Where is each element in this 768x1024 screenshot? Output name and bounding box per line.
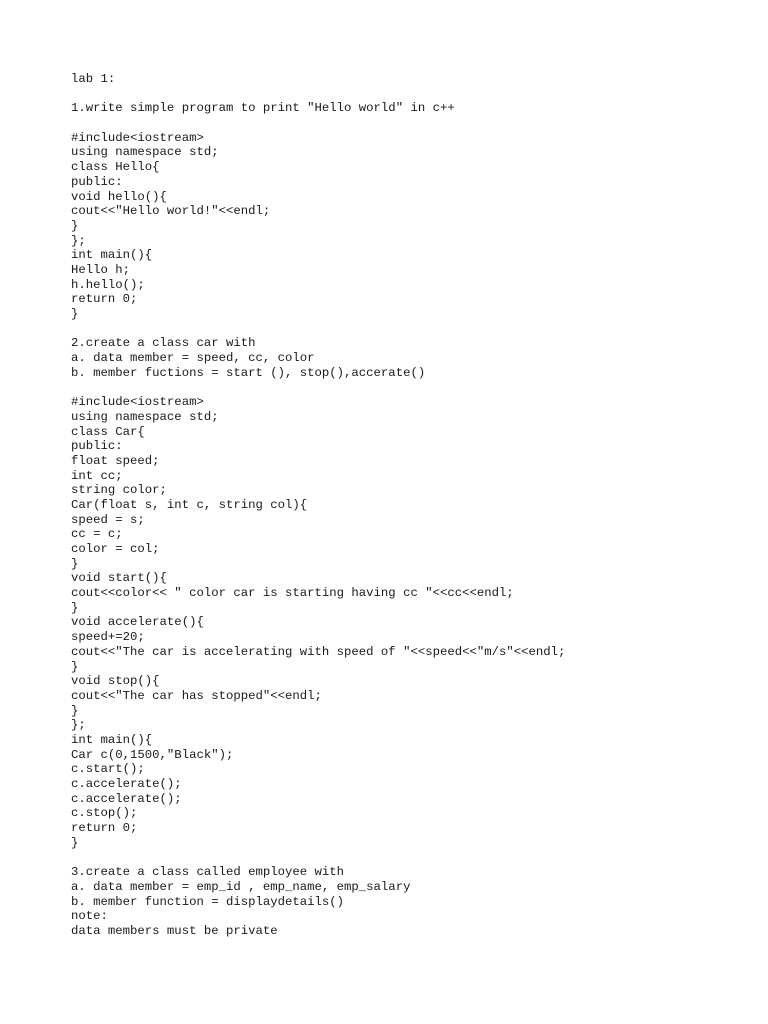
text-line: } <box>71 218 79 233</box>
text-line: } <box>71 703 79 718</box>
text-line: color = col; <box>71 542 160 556</box>
text-line: } <box>71 307 79 321</box>
text-line: a. data member = speed, cc, color <box>71 351 315 366</box>
text-line: void stop(){ <box>71 674 160 689</box>
text-line: cout<<color<< " color car is starting having cc "<<cc<<endl; <box>71 586 514 601</box>
text-line: cc = c; <box>71 527 123 542</box>
blank-line <box>71 322 751 337</box>
text-line: void hello(){ <box>71 189 167 204</box>
text-line: int main(){ <box>71 732 153 747</box>
text-line: b. member function = displaydetails() <box>71 894 345 909</box>
text-line: public: <box>71 439 123 454</box>
text-line: return 0; <box>71 821 138 836</box>
text-line: return 0; <box>71 292 138 307</box>
text-line: c.accelerate(); <box>71 791 182 806</box>
blank-line <box>71 380 751 395</box>
text-line: speed+=20; <box>71 630 145 645</box>
text-line: c.accelerate(); <box>71 777 182 791</box>
text-line: 1.write simple program to print "Hello world" in c++ <box>71 101 455 116</box>
text-line: void start(){ <box>71 571 167 586</box>
text-line: c.stop(); <box>71 806 138 821</box>
blank-line <box>71 87 751 102</box>
text-line: int main(){ <box>71 248 153 263</box>
text-line: Car c(0,1500,"Black"); <box>71 747 234 762</box>
text-line: lab 1: <box>71 72 116 86</box>
text-line: float speed; <box>71 453 160 468</box>
text-line: } <box>71 659 79 674</box>
text-line: data members must be private <box>71 923 278 938</box>
text-line: using namespace std; <box>71 409 219 424</box>
text-line: h.hello(); <box>71 277 145 292</box>
text-line: int cc; <box>71 468 123 483</box>
text-line: cout<<"The car is accelerating with speed of "<<speed<<"m/s"<<endl; <box>71 644 566 659</box>
text-line: Car(float s, int c, string col){ <box>71 497 308 512</box>
text-line: 2.create a class car with <box>71 336 256 351</box>
text-line: }; <box>71 718 86 733</box>
text-line: } <box>71 600 79 615</box>
text-line: note: <box>71 909 108 924</box>
text-line: } <box>71 835 79 850</box>
text-line: cout<<"The car has stopped"<<endl; <box>71 688 322 703</box>
text-line: a. data member = emp_id , emp_name, emp_salary <box>71 879 411 894</box>
text-line: string color; <box>71 483 167 498</box>
blank-line <box>71 116 751 131</box>
text-line: class Car{ <box>71 424 145 439</box>
text-line: } <box>71 556 79 571</box>
text-line: void accelerate(){ <box>71 615 204 630</box>
text-line: #include<iostream> <box>71 130 204 145</box>
text-line: public: <box>71 174 123 189</box>
text-line: 3.create a class called employee with <box>71 865 345 880</box>
text-line: c.start(); <box>71 762 145 777</box>
text-line: cout<<"Hello world!"<<endl; <box>71 204 271 219</box>
text-line: b. member fuctions = start (), stop(),accerate() <box>71 365 426 380</box>
text-line: #include<iostream> <box>71 395 204 410</box>
text-line: using namespace std; <box>71 145 219 160</box>
text-line: Hello h; <box>71 262 131 277</box>
text-line: class Hello{ <box>71 160 160 175</box>
text-line: speed = s; <box>71 512 145 527</box>
document-body <box>71 72 751 939</box>
blank-line <box>71 850 751 865</box>
text-line: }; <box>71 233 86 248</box>
